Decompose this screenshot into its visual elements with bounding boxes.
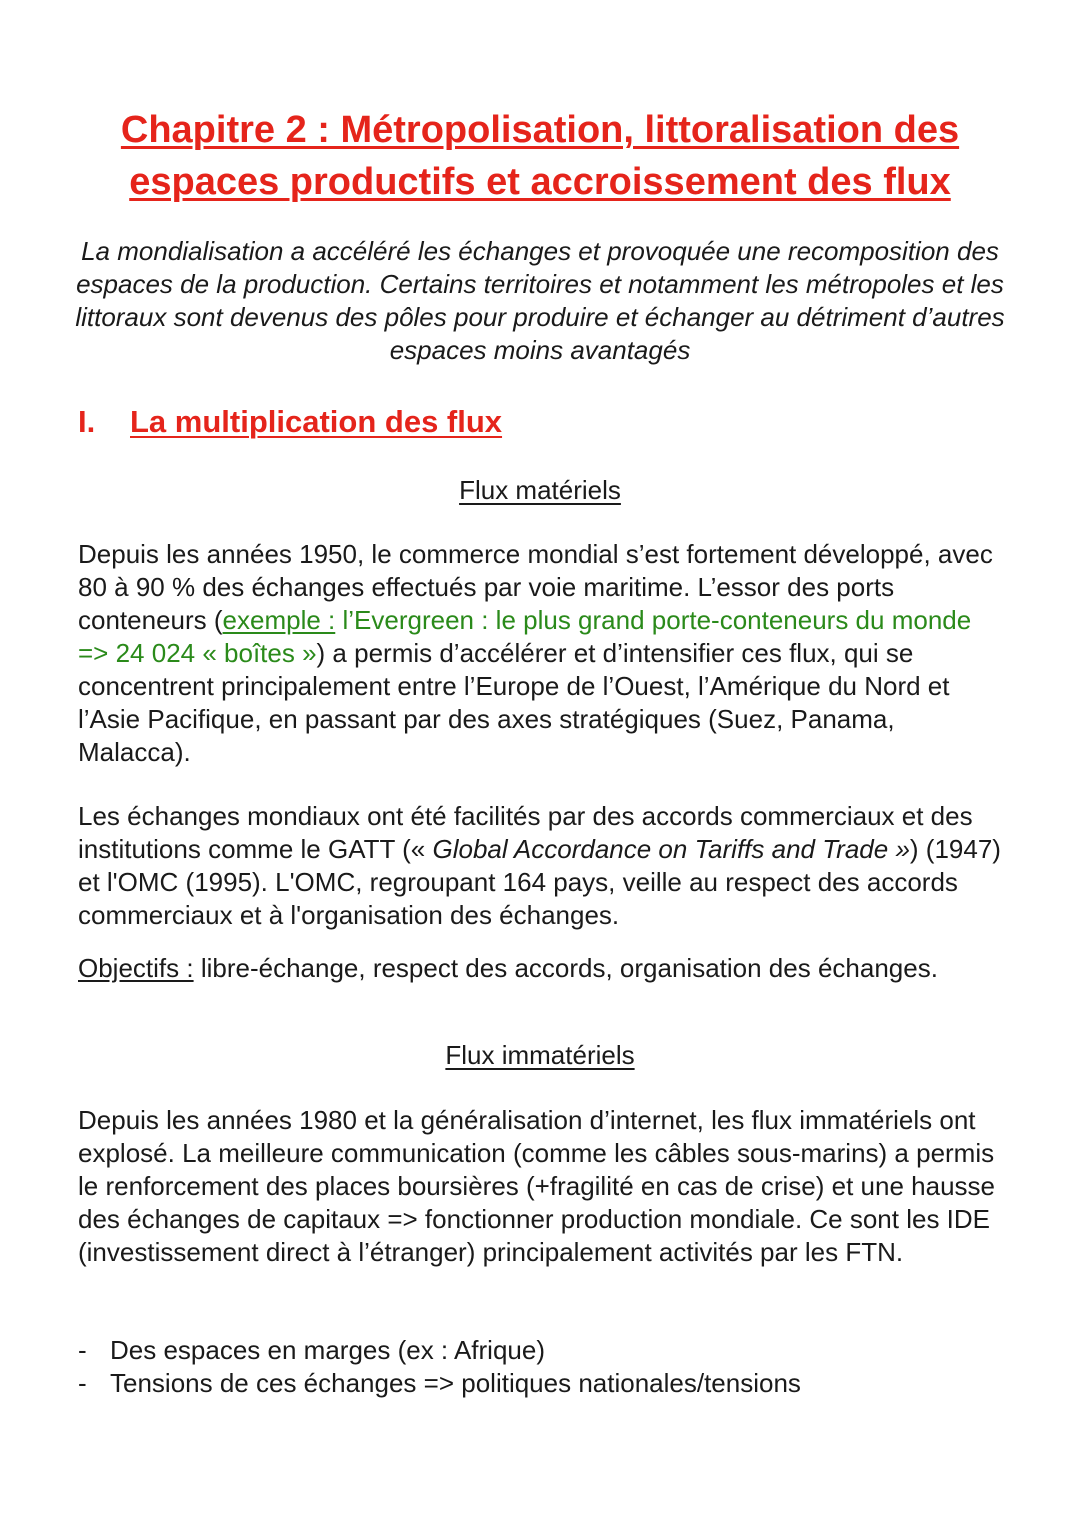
example-label: exemple : xyxy=(222,605,336,635)
section-heading xyxy=(78,400,502,444)
subheading-immaterial-flows: Flux immatériels xyxy=(445,1040,635,1070)
paragraph-text: ) (1947) et l'OMC (1995). L'OMC, regroupant 164 pays, veille au respect des accords commerciaux et à l'organisation des échanges. xyxy=(78,834,1001,930)
bullet-dash: - xyxy=(78,1335,87,1365)
paragraph-text: ) a permis d’accélérer et d’intensifier ces flux, qui se concentrent principalement entre l’Europe de l’Ouest, l’Amérique du Nord et l’Asie Pacifique, en passant par des axes stratégiques (Suez, Panama, Malacca). xyxy=(78,638,950,767)
chapter-title-line-1: Chapitre 2 : Métropolisation, littoralisation des xyxy=(120,109,960,151)
paragraph-maritime-trade xyxy=(78,538,1008,769)
section-label: La multiplication des flux xyxy=(130,404,503,439)
objectives-paragraph xyxy=(78,952,1008,985)
intro-paragraph: La mondialisation a accéléré les échanges et provoquée une recomposition des espaces de la production. Certains territoires et notamment les métropoles et les littoraux sont devenus des pôles pour produire et échanger au détriment d’autres espaces moins avantagés xyxy=(75,236,1005,365)
objectives-label: Objectifs : xyxy=(78,953,194,983)
objectives-text: libre-échange, respect des accords, organisation des échanges. xyxy=(193,953,938,983)
subheading-material-flows: Flux matériels xyxy=(459,475,621,505)
list-item xyxy=(78,1367,1018,1400)
list-item-text: Tensions de ces échanges => politiques nationales/tensions xyxy=(110,1368,801,1398)
paragraph-trade-institutions xyxy=(78,800,1008,932)
chapter-title xyxy=(40,104,1040,208)
gatt-expansion: Global Accordance on Tariffs and Trade » xyxy=(432,834,910,864)
bullet-dash: - xyxy=(78,1368,87,1398)
paragraph-text: Les échanges mondiaux ont été facilités par des accords commerciaux et des institutions comme le GATT (« xyxy=(78,801,973,864)
example-text: l’Evergreen : le plus grand porte-conteneurs du monde => 24 024 « boîtes » xyxy=(78,605,972,668)
section-number: I. xyxy=(78,404,96,439)
paragraph-text: Depuis les années 1950, le commerce mondial s’est fortement développé, avec 80 à 90 % des échanges effectués par voie maritime. L’essor des ports conteneurs ( xyxy=(78,539,993,635)
chapter-title-line-2: espaces productifs et accroissement des flux xyxy=(129,161,951,203)
list-item-text: Des espaces en marges (ex : Afrique) xyxy=(110,1335,545,1365)
list-item xyxy=(78,1334,1018,1367)
bullet-list xyxy=(78,1334,1018,1400)
paragraph-immaterial-flows: Depuis les années 1980 et la généralisation d’internet, les flux immatériels ont explosé. La meilleure communication (comme les câbles sous-marins) a permis le renforcement des places boursières (+fragilité en cas de crise) et une hausse des échanges de capitaux => fonctionner production mondiale. Ce sont les IDE (investissement direct à l’étranger) principalement activités par les FTN. xyxy=(78,1105,995,1267)
